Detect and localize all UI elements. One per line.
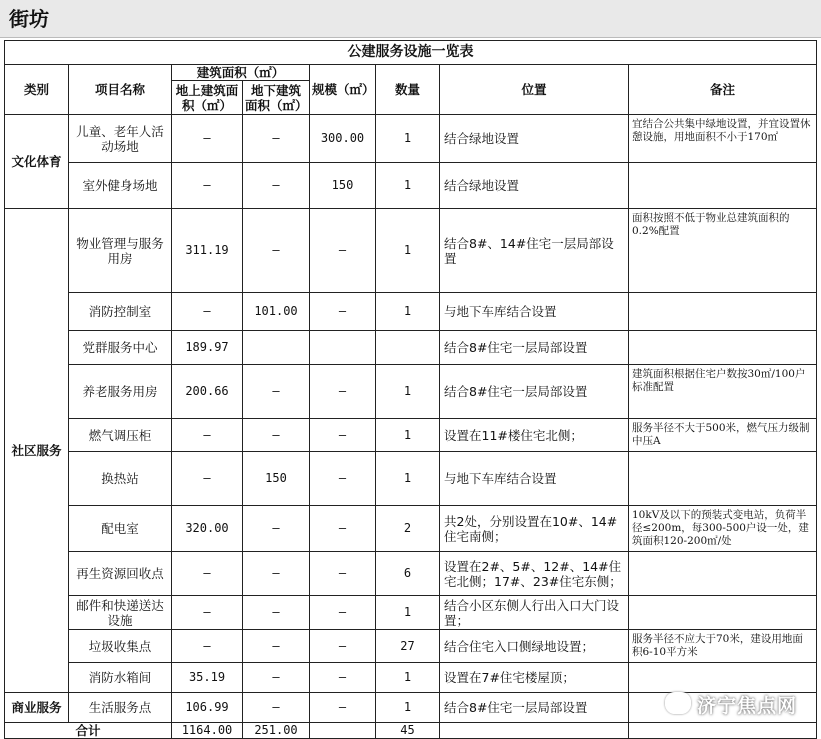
header-count: 数量 bbox=[376, 65, 440, 115]
scale: – bbox=[310, 293, 376, 331]
location: 共2处，分别设置在10#、14#住宅南侧； bbox=[440, 506, 629, 552]
location: 结合8#住宅一层局部设置 bbox=[440, 331, 629, 365]
total-above-area: 1164.00 bbox=[172, 723, 243, 739]
location: 设置在11#楼住宅北侧； bbox=[440, 419, 629, 452]
count: 1 bbox=[376, 115, 440, 163]
table-row bbox=[5, 365, 817, 419]
below-area: – bbox=[243, 663, 310, 693]
scale: 150 bbox=[310, 163, 376, 209]
scale: – bbox=[310, 452, 376, 506]
note bbox=[629, 552, 817, 596]
count: 6 bbox=[376, 552, 440, 596]
scale: – bbox=[310, 365, 376, 419]
item-name: 配电室 bbox=[69, 506, 172, 552]
note: 宜结合公共集中绿地设置，并宜设置休憩设施，用地面积不小于170㎡ bbox=[629, 115, 817, 163]
count: 2 bbox=[376, 506, 440, 552]
table-row bbox=[5, 506, 817, 552]
note: 服务半径不应大于70米，建设用地面积6-10平方米 bbox=[629, 630, 817, 663]
item-name: 室外健身场地 bbox=[69, 163, 172, 209]
scale: – bbox=[310, 209, 376, 293]
facility-table-wrapper bbox=[4, 40, 817, 739]
category-cell: 社区服务 bbox=[5, 209, 69, 693]
scale: – bbox=[310, 506, 376, 552]
count bbox=[376, 331, 440, 365]
header-category: 类别 bbox=[5, 65, 69, 115]
below-area: – bbox=[243, 596, 310, 630]
total-below-area: 251.00 bbox=[243, 723, 310, 739]
count: 1 bbox=[376, 452, 440, 506]
location: 结合8#住宅一层局部设置 bbox=[440, 365, 629, 419]
location: 结合绿地设置 bbox=[440, 163, 629, 209]
total-note bbox=[629, 723, 817, 739]
below-area: – bbox=[243, 209, 310, 293]
scale: – bbox=[310, 630, 376, 663]
table-row bbox=[5, 452, 817, 506]
note: 10kV及以下的预装式变电站，负荷半径≤200m，每300-500户设一处，建筑面积120-200㎡/处 bbox=[629, 506, 817, 552]
note bbox=[629, 293, 817, 331]
header-scale: 规模（㎡） bbox=[310, 65, 376, 115]
count: 1 bbox=[376, 693, 440, 723]
below-area: – bbox=[243, 115, 310, 163]
note bbox=[629, 596, 817, 630]
scale: – bbox=[310, 419, 376, 452]
location: 结合8#、14#住宅一层局部设置 bbox=[440, 209, 629, 293]
above-area: – bbox=[172, 293, 243, 331]
below-area: – bbox=[243, 693, 310, 723]
location: 与地下车库结合设置 bbox=[440, 452, 629, 506]
below-area: 101.00 bbox=[243, 293, 310, 331]
item-name: 儿童、老年人活动场地 bbox=[69, 115, 172, 163]
table-row bbox=[5, 596, 817, 630]
table-row bbox=[5, 293, 817, 331]
count: 1 bbox=[376, 365, 440, 419]
table-row bbox=[5, 630, 817, 663]
below-area: – bbox=[243, 419, 310, 452]
note bbox=[629, 331, 817, 365]
header-note: 备注 bbox=[629, 65, 817, 115]
count: 1 bbox=[376, 293, 440, 331]
item-name: 消防水箱间 bbox=[69, 663, 172, 693]
table-row bbox=[5, 419, 817, 452]
count: 1 bbox=[376, 209, 440, 293]
above-area: 320.00 bbox=[172, 506, 243, 552]
header-below-ground: 地下建筑面积（㎡） bbox=[243, 81, 310, 115]
count: 1 bbox=[376, 163, 440, 209]
above-area: – bbox=[172, 630, 243, 663]
location: 结合绿地设置 bbox=[440, 115, 629, 163]
above-area: 189.97 bbox=[172, 331, 243, 365]
header-above-ground: 地上建筑面积（㎡） bbox=[172, 81, 243, 115]
total-row bbox=[5, 723, 817, 739]
location: 结合住宅入口侧绿地设置； bbox=[440, 630, 629, 663]
note bbox=[629, 663, 817, 693]
scale: – bbox=[310, 552, 376, 596]
above-area: – bbox=[172, 115, 243, 163]
note bbox=[629, 452, 817, 506]
below-area: – bbox=[243, 506, 310, 552]
header-item: 项目名称 bbox=[69, 65, 172, 115]
above-area: – bbox=[172, 452, 243, 506]
table-row bbox=[5, 663, 817, 693]
above-area: – bbox=[172, 419, 243, 452]
below-area: – bbox=[243, 630, 310, 663]
count: 27 bbox=[376, 630, 440, 663]
scale: – bbox=[310, 663, 376, 693]
scale bbox=[310, 331, 376, 365]
category-cell: 商业服务 bbox=[5, 693, 69, 723]
above-area: 35.19 bbox=[172, 663, 243, 693]
wechat-icon bbox=[665, 692, 691, 714]
watermark-text: 济宁焦点网 bbox=[696, 695, 797, 717]
item-name: 生活服务点 bbox=[69, 693, 172, 723]
header-location: 位置 bbox=[440, 65, 629, 115]
item-name: 再生资源回收点 bbox=[69, 552, 172, 596]
above-area: – bbox=[172, 596, 243, 630]
item-name: 消防控制室 bbox=[69, 293, 172, 331]
total-label: 合计 bbox=[5, 723, 172, 739]
public-facility-table bbox=[4, 40, 817, 739]
below-area bbox=[243, 331, 310, 365]
below-area: – bbox=[243, 163, 310, 209]
table-row bbox=[5, 209, 817, 293]
location: 设置在2#、5#、12#、14#住宅北侧；17#、23#住宅东侧； bbox=[440, 552, 629, 596]
scale: – bbox=[310, 596, 376, 630]
above-area: 106.99 bbox=[172, 693, 243, 723]
item-name: 垃圾收集点 bbox=[69, 630, 172, 663]
count: 1 bbox=[376, 596, 440, 630]
total-location bbox=[440, 723, 629, 739]
page-title: 街坊 bbox=[0, 0, 821, 38]
item-name: 燃气调压柜 bbox=[69, 419, 172, 452]
table-row bbox=[5, 552, 817, 596]
category-cell: 文化体育 bbox=[5, 115, 69, 209]
item-name: 邮件和快递送达设施 bbox=[69, 596, 172, 630]
count: 1 bbox=[376, 663, 440, 693]
count: 1 bbox=[376, 419, 440, 452]
total-count: 45 bbox=[376, 723, 440, 739]
note: 服务半径不大于500米，燃气压力级制中压A bbox=[629, 419, 817, 452]
location: 结合小区东侧人行出入口大门设置； bbox=[440, 596, 629, 630]
table-row bbox=[5, 331, 817, 365]
item-name: 养老服务用房 bbox=[69, 365, 172, 419]
above-area: 200.66 bbox=[172, 365, 243, 419]
note: 建筑面积根据住宅户数按30㎡/100户标准配置 bbox=[629, 365, 817, 419]
scale: – bbox=[310, 693, 376, 723]
note: 面积按照不低于物业总建筑面积的0.2%配置 bbox=[629, 209, 817, 293]
table-row bbox=[5, 115, 817, 163]
item-name: 换热站 bbox=[69, 452, 172, 506]
table-row bbox=[5, 163, 817, 209]
location: 与地下车库结合设置 bbox=[440, 293, 629, 331]
scale: 300.00 bbox=[310, 115, 376, 163]
below-area: – bbox=[243, 552, 310, 596]
above-area: 311.19 bbox=[172, 209, 243, 293]
header-area-group: 建筑面积（㎡） bbox=[172, 65, 310, 81]
above-area: – bbox=[172, 552, 243, 596]
total-scale bbox=[310, 723, 376, 739]
location: 结合8#住宅一层局部设置 bbox=[440, 693, 629, 723]
location: 设置在7#住宅楼屋顶； bbox=[440, 663, 629, 693]
watermark bbox=[665, 691, 797, 718]
below-area: 150 bbox=[243, 452, 310, 506]
item-name: 党群服务中心 bbox=[69, 331, 172, 365]
note bbox=[629, 163, 817, 209]
above-area: – bbox=[172, 163, 243, 209]
below-area: – bbox=[243, 365, 310, 419]
table-caption: 公建服务设施一览表 bbox=[5, 41, 817, 65]
item-name: 物业管理与服务用房 bbox=[69, 209, 172, 293]
